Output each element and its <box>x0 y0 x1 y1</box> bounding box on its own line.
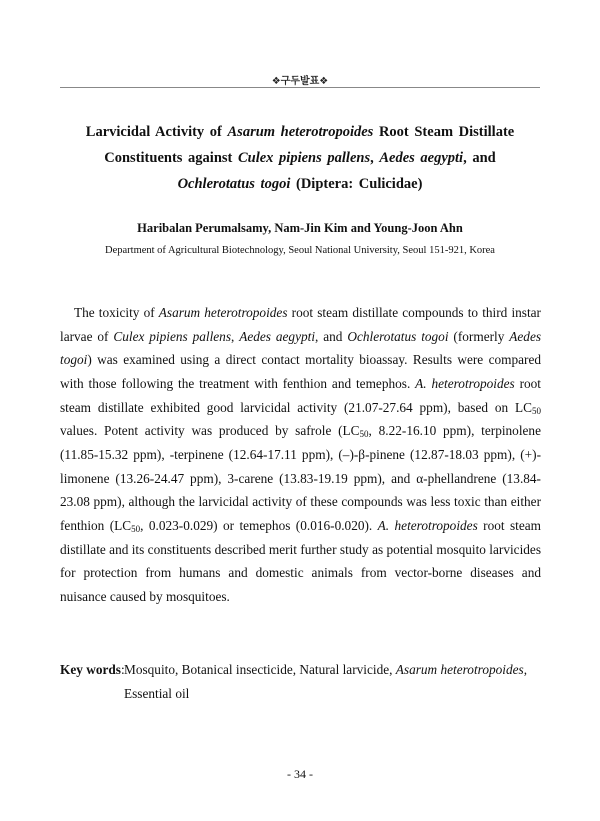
abstract-paragraph <box>60 301 541 609</box>
title-text: Larvicidal Activity of <box>85 124 228 140</box>
species-name: Asarum heterotropoides <box>395 662 524 677</box>
abstract-text: root steam distillate and its constituents described merit further study as potential mosquito larvicides for protection from humans and domestic animals from vector-borne diseases and nuisance caused by mosquitoes. <box>60 517 541 604</box>
abstract-text: values. Potent activity was produced by safrole (LC <box>60 423 360 439</box>
title-species: Culex pipiens pallens <box>237 150 371 166</box>
species-name: Asarum heterotropoides <box>158 305 288 320</box>
affiliation: Department of Agricultural Biotechnology, Seoul National University, Seoul 151-921, Korea <box>105 245 495 256</box>
species-name: Aedes aegypti <box>239 328 316 344</box>
title-species: Asarum heterotropoides <box>227 124 374 140</box>
abstract-text: (formerly <box>448 328 510 344</box>
abstract-text: , 8.22-16.10 ppm), terpinolene (11.85-15.32 ppm), -terpinene (12.64-17.11 ppm), (–)-β-pinene (12.87-18.03 ppm), (+)-limonene (13.26-24.47 ppm), 3-carene (13.83-19.19 ppm), and α-phellandrene (13.84-23.08 ppm), although the larvicidal activity of these compounds was less toxic than either fenthion (LC <box>60 423 541 533</box>
abstract-text: ) was examined using a direct contact mortality bioassay. Results were compared with those following the treatment with fenthion and temephos. <box>60 352 541 391</box>
keyword-text: Mosquito, Botanical insecticide, Natural larvicide, <box>124 662 396 677</box>
keywords-list <box>124 658 541 705</box>
subscript: 50 <box>532 405 541 416</box>
species-name: Ochlerotatus togoi <box>347 328 449 344</box>
title-text: , and <box>463 150 496 166</box>
keywords-label <box>60 658 125 682</box>
title-text: Root Steam Distillate Constituents against <box>104 124 515 166</box>
title-species: Aedes aegypti <box>379 150 464 166</box>
subscript: 50 <box>359 429 369 440</box>
abstract-text: , and <box>315 328 348 344</box>
abstract-text: root steam distillate compounds to third instar larvae of <box>60 305 541 344</box>
abstract-text: The toxicity of <box>74 305 159 320</box>
abstract <box>60 301 541 609</box>
subscript: 50 <box>131 523 141 534</box>
section-header: ❖구두발표❖ <box>271 76 329 87</box>
species-name: A. heterotropoides <box>377 517 478 533</box>
keyword-text: , Essential oil <box>124 662 528 701</box>
species-name: Aedes togoi <box>60 328 542 368</box>
author-list: Haribalan Perumalsamy, Nam-Jin Kim and Young-Joon Ahn <box>137 221 463 235</box>
title-text: , <box>370 150 380 166</box>
title-species: Ochlerotatus togoi <box>177 176 291 192</box>
abstract-text: , 0.023-0.029) or temephos (0.016-0.020). <box>140 517 378 533</box>
page-number: - 34 - <box>287 767 313 781</box>
paper-title <box>70 119 530 197</box>
header-rule <box>60 87 540 88</box>
species-name: A. heterotropoides <box>415 375 515 391</box>
species-name: Culex pipiens pallens <box>113 328 231 344</box>
title-text: (Diptera: Culicidae) <box>290 176 423 192</box>
keywords-colon: : <box>120 662 125 677</box>
abstract-text: root steam distillate exhibited good larvicidal activity (21.07-27.64 ppm), based on LC <box>60 375 541 415</box>
abstract-text: , <box>231 328 240 344</box>
keywords-label-text: Key words <box>60 662 121 677</box>
